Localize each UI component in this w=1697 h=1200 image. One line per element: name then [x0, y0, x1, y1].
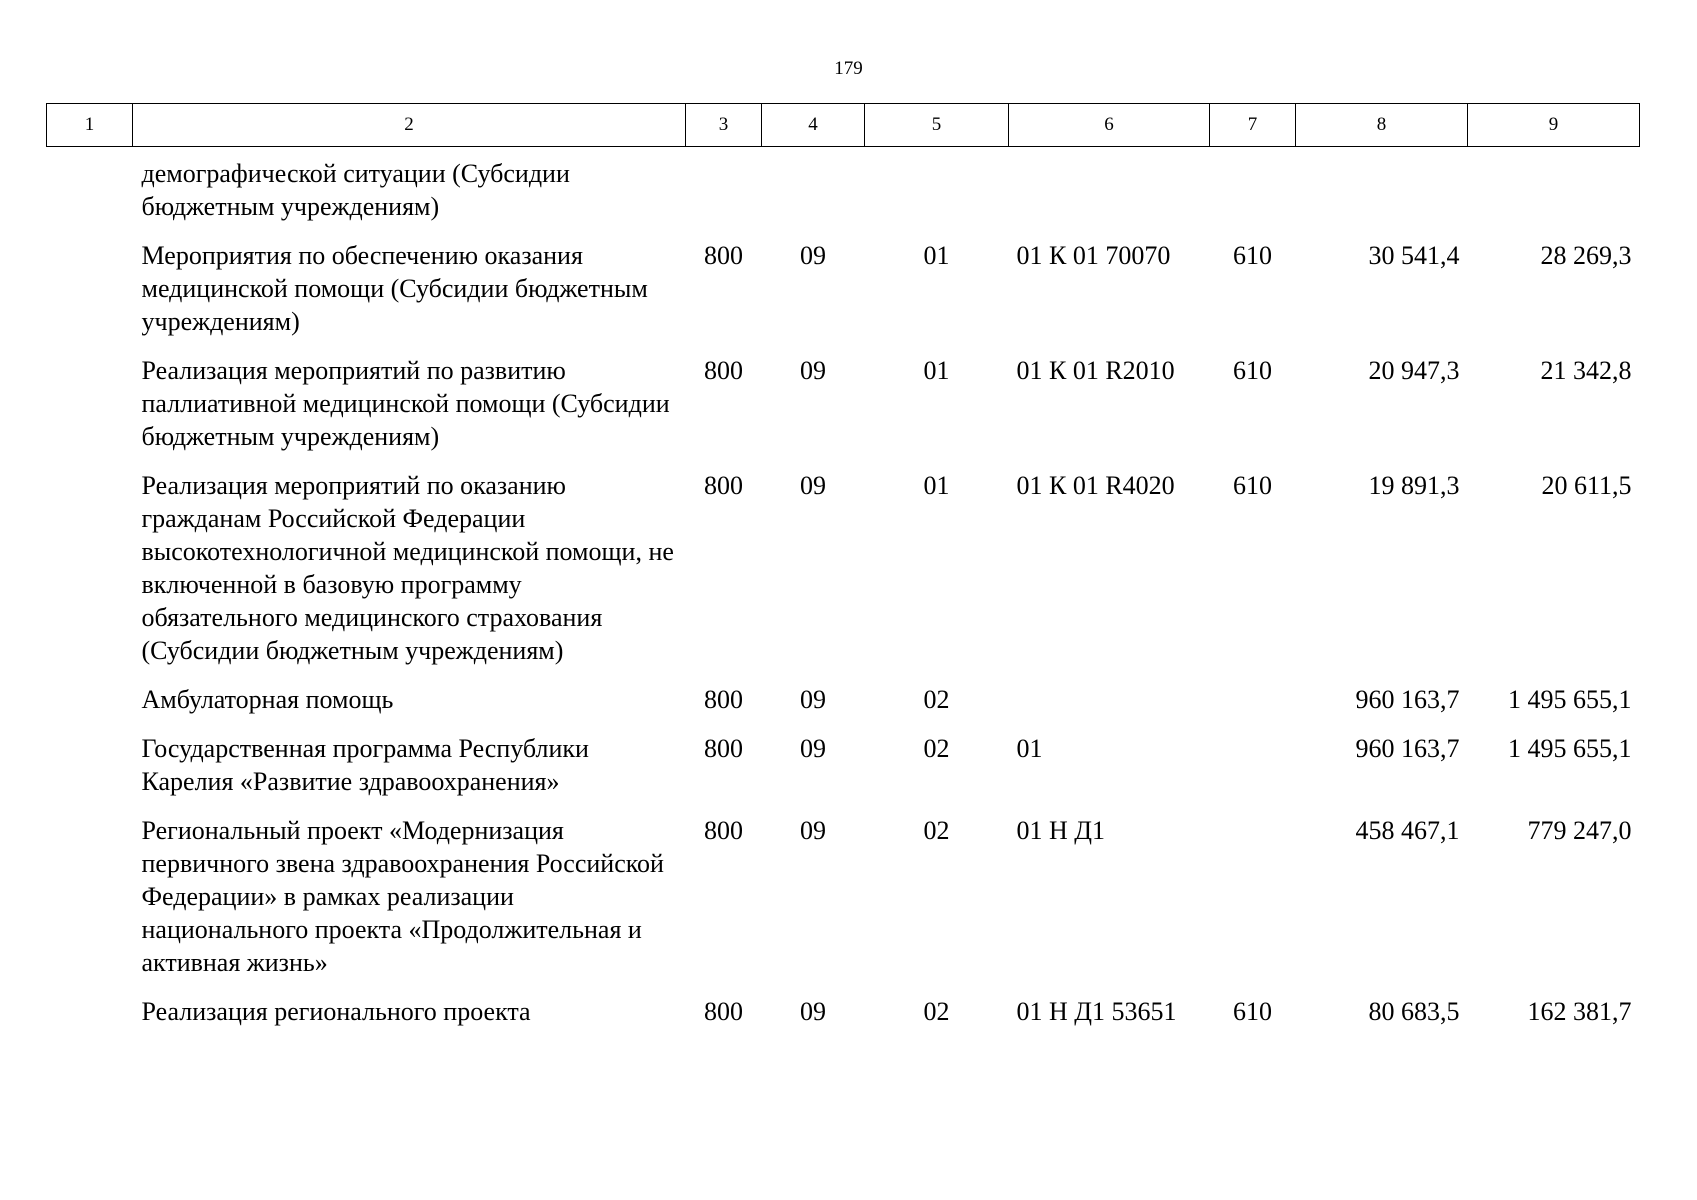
row-col-5: 02	[923, 997, 950, 1026]
row-amount-col-8: 960 163,7	[1355, 734, 1460, 763]
row-amount-col-8: 30 541,4	[1368, 241, 1460, 270]
row-col-1	[47, 995, 133, 1044]
row-col-1	[47, 683, 133, 732]
row-amount-col-9: 162 381,7	[1527, 997, 1632, 1026]
header-col-8: 8	[1296, 104, 1468, 147]
row-amount-col-9: 28 269,3	[1540, 241, 1632, 270]
row-col-1	[47, 732, 133, 814]
row-amount-col-8: 19 891,3	[1368, 471, 1460, 500]
row-col-4: 09	[800, 356, 826, 385]
row-target-code: 01 К 01 70070	[1016, 241, 1171, 270]
row-col-5: 01	[923, 356, 950, 385]
row-col-4	[762, 147, 865, 240]
row-col-5: 02	[923, 734, 950, 763]
row-expense-type	[1210, 814, 1296, 995]
header-col-3: 3	[686, 104, 762, 147]
row-description: Амбулаторная помощь	[141, 685, 394, 714]
row-col-4: 09	[800, 241, 826, 270]
row-target-code	[1009, 147, 1210, 240]
row-target-code: 01	[1016, 734, 1043, 763]
table-row	[47, 732, 1640, 814]
row-target-code: 01 Н Д1	[1016, 816, 1106, 845]
row-amount-col-8: 80 683,5	[1368, 997, 1460, 1026]
row-target-code: 01 К 01 R4020	[1016, 471, 1175, 500]
row-col-4: 09	[800, 816, 826, 845]
row-target-code	[1009, 683, 1210, 732]
budget-table-container	[46, 103, 1639, 1044]
table-row	[47, 469, 1640, 683]
row-amount-col-9	[1468, 147, 1640, 240]
row-description: Реализация регионального проекта	[141, 997, 531, 1026]
table-row	[47, 239, 1640, 354]
row-description: демографической ситуации (Субсидии бюджетным учреждениям)	[141, 159, 570, 221]
row-col-1	[47, 147, 133, 240]
header-col-4: 4	[762, 104, 865, 147]
row-amount-col-9: 20 611,5	[1541, 471, 1632, 500]
row-col-3: 800	[704, 471, 743, 500]
header-col-6: 6	[1009, 104, 1210, 147]
table-row	[47, 995, 1640, 1044]
header-col-9: 9	[1468, 104, 1640, 147]
table-body	[47, 147, 1640, 1045]
row-description: Государственная программа Республики Карелия «Развитие здравоохранения»	[141, 734, 589, 796]
row-target-code: 01 Н Д1 53651	[1016, 997, 1177, 1026]
row-amount-col-9: 21 342,8	[1540, 356, 1632, 385]
row-expense-type	[1210, 683, 1296, 732]
row-col-5: 01	[923, 471, 950, 500]
header-row	[47, 104, 1640, 147]
row-amount-col-9: 1 495 655,1	[1508, 685, 1632, 714]
row-amount-col-8: 20 947,3	[1368, 356, 1460, 385]
row-amount-col-9: 1 495 655,1	[1508, 734, 1632, 763]
row-col-1	[47, 469, 133, 683]
budget-table	[46, 103, 1640, 1044]
row-col-5: 02	[923, 816, 950, 845]
row-amount-col-8	[1296, 147, 1468, 240]
header-col-5: 5	[865, 104, 1009, 147]
row-col-3: 800	[704, 816, 743, 845]
row-col-3: 800	[704, 685, 743, 714]
row-col-5	[865, 147, 1009, 240]
row-col-5: 02	[923, 685, 950, 714]
row-description: Реализация мероприятий по оказанию гражданам Российской Федерации высокотехнологичной медицинской помощи, не включенной в базовую программу обязательного медицинского страхования (Субсидии бюджетным учреждениям)	[141, 471, 674, 665]
row-amount-col-8: 458 467,1	[1355, 816, 1460, 845]
row-description: Мероприятия по обеспечению оказания медицинской помощи (Субсидии бюджетным учреждениям)	[141, 241, 648, 336]
row-amount-col-8: 960 163,7	[1355, 685, 1460, 714]
row-description: Региональный проект «Модернизация первичного звена здравоохранения Российской Федерации» в рамках реализации национального проекта «Продолжительная и активная жизнь»	[141, 816, 664, 977]
row-col-3: 800	[704, 356, 743, 385]
row-col-5: 01	[923, 241, 950, 270]
row-col-4: 09	[800, 471, 826, 500]
row-col-4: 09	[800, 997, 826, 1026]
row-col-1	[47, 814, 133, 995]
table-header	[47, 104, 1640, 147]
row-expense-type: 610	[1233, 997, 1272, 1026]
header-col-1: 1	[47, 104, 133, 147]
row-col-4: 09	[800, 734, 826, 763]
row-amount-col-9: 779 247,0	[1527, 816, 1632, 845]
row-col-3: 800	[704, 734, 743, 763]
row-col-1	[47, 239, 133, 354]
table-row	[47, 354, 1640, 469]
row-col-4: 09	[800, 685, 826, 714]
row-target-code: 01 К 01 R2010	[1016, 356, 1175, 385]
row-col-3: 800	[704, 997, 743, 1026]
row-expense-type: 610	[1233, 471, 1272, 500]
table-row	[47, 814, 1640, 995]
row-expense-type	[1210, 147, 1296, 240]
row-expense-type: 610	[1233, 241, 1272, 270]
row-description: Реализация мероприятий по развитию паллиативной медицинской помощи (Субсидии бюджетным учреждениям)	[141, 356, 670, 451]
row-col-1	[47, 354, 133, 469]
table-row	[47, 683, 1640, 732]
page-number: 179	[834, 58, 863, 79]
row-expense-type	[1210, 732, 1296, 814]
table-row	[47, 147, 1640, 240]
row-col-3: 800	[704, 241, 743, 270]
header-col-2: 2	[133, 104, 686, 147]
header-col-7: 7	[1210, 104, 1296, 147]
row-expense-type: 610	[1233, 356, 1272, 385]
row-col-3	[686, 147, 762, 240]
